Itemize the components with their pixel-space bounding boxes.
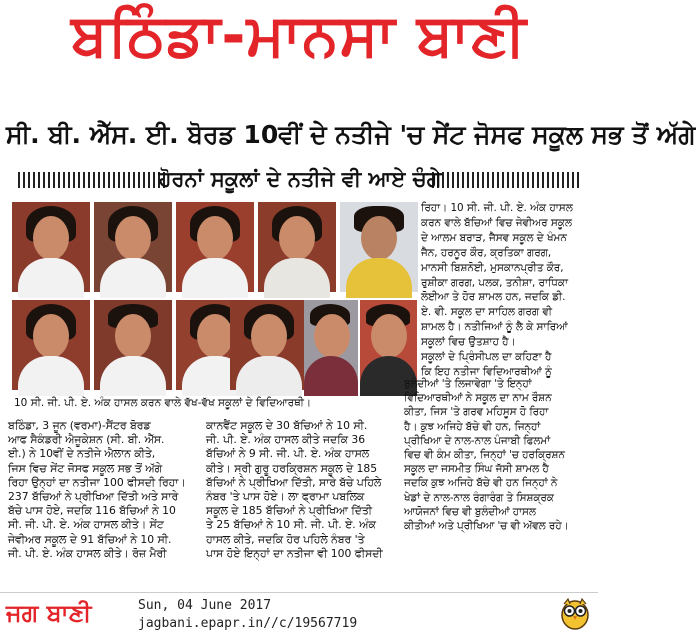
text-line: ਨੰਬਰ 'ਤੇ ਪਾਸ ਹੋਏ। ਲਾ ਫ੍ਰਾਮਾ ਪਬਲਿਕ (206, 490, 365, 504)
article-column-2 (206, 419, 383, 561)
headline: ਸੀ. ਬੀ. ਐੱਸ. ਈ. ਬੋਰਡ 10ਵੀਂ ਦੇ ਨਤੀਜੇ 'ਚ ਸੇਂਟ ਜੋਸਫ ਸਕੂਲ ਸਭ ਤੋਂ ਅੱਗੇ (6, 120, 696, 149)
text-line: ਰਿਹਾ ਉਨ੍ਹਾਂ ਦਾ ਨਤੀਜਾ 100 ਫੀਸਦੀ ਰਿਹਾ। (8, 475, 186, 489)
edition-url[interactable]: jagbani.epapr.in//c/19567719 (138, 616, 358, 631)
text-line: ਈ.) ਨੇ 10ਵੀਂ ਦੇ ਨਤੀਜੇ ਐਲਾਨ ਕੀਤੇ, (8, 447, 156, 461)
text-line: ਕੀਤੀਆਂ ਅਤੇ ਪ੍ਰੀਖਿਆ 'ਚ ਵੀ ਅੱਵਲ ਰਹੇ। (404, 520, 569, 533)
text-line: ਬਠਿੰਡਾ, 3 ਜੂਨ (ਵਰਮਾ)-ਸੈਂਟਰ ਬੋਰਡ (8, 419, 151, 432)
text-line: ਆਫ ਸੈਕੰਡਰੀ ਐਜੂਕੇਸ਼ਨ (ਸੀ. ਬੀ. ਐੱਸ. (8, 433, 165, 447)
student-photo (176, 202, 254, 292)
text-line: ਕੀਤਾ, ਜਿਸ 'ਤੇ ਗਰਵ ਮਹਿਸੂਸ ਹੋ ਰਿਹਾ (404, 406, 549, 419)
text-line: ਜੀ. ਪੀ. ਏ. ਅੰਕ ਹਾਸਲ ਕੀਤੇ। ਰੋਜ਼ ਮੈਰੀ (8, 546, 167, 560)
text-line: ਸਕੂਲ ਦੇ 185 ਬੱਚਿਆਂ ਨੇ ਪ੍ਰੀਖਿਆ ਦਿੱਤੀ (206, 504, 372, 518)
text-line: ਸ਼ਾਮਲ ਹੈ। ਨਤੀਜਿਆਂ ਨੂੰ ਲੈ ਕੇ ਸਾਰਿਆਂ (421, 321, 568, 334)
student-photos (12, 202, 417, 394)
text-line: ਸਕੂਲਾਂ ਵਿਚ ਉਤਸ਼ਾਹ ਹੈ। (421, 336, 516, 349)
text-line: ਬੱਚੇ ਪਾਸ ਹੋਏ, ਜਦਕਿ 116 ਬੱਚਿਆਂ ਨੇ 10 (8, 504, 176, 518)
student-photo (230, 300, 304, 390)
text-line: ਦੇ ਆਲਮ ਬਰਾੜ, ਜੈਸਵ ਸਕੂਲ ਦੇ ਖੰਮਨ (421, 231, 567, 244)
article-column-1 (8, 419, 186, 561)
text-line: ਰਿਹਾ। 10 ਸੀ. ਜੀ. ਪੀ. ਏ. ਅੰਕ ਹਾਸਲ (421, 202, 573, 214)
text-line: ਪਾਸ ਹੋਏ ਇਨ੍ਹਾਂ ਦਾ ਨਤੀਜਾ ਵੀ 100 ਫੀਸਦੀ (206, 546, 383, 560)
text-line: ਹਾਸਲ ਕੀਤੇ, ਜਦਕਿ ਹੋਰ ਪਹਿਲੇ ਨੰਬਰ 'ਤੇ (206, 532, 365, 546)
text-line: ਏ. ਵੀ. ਸਕੂਲ ਦਾ ਸਾਹਿਲ ਗਰਗ ਵੀ (421, 306, 553, 319)
text-line: ਸੀ. ਜੀ. ਪੀ. ਏ. ਅੰਕ ਹਾਸਲ ਕੀਤੇ। ਸੇਂਟ (8, 518, 164, 532)
text-line: ਖੇਡਾਂ ਦੇ ਨਾਲ-ਨਾਲ ਰੰਗਾਰੰਗ ਤੇ ਸਿਸ਼ਕ੍ਰਕ (404, 491, 554, 504)
text-line: ਮਾਨਸੀ ਬਿਸ਼ਨੋਈ, ਮੁਸਕਾਨਪ੍ਰੀਤ ਕੌਰ, (421, 261, 564, 274)
subheadline: ਹੋਰਨਾਂ ਸਕੂਲਾਂ ਦੇ ਨਤੀਜੇ ਵੀ ਆਏ ਚੰਗੇ (158, 167, 442, 191)
masthead (0, 0, 598, 72)
text-line: ਵਿਦਿਆਰਥੀਆਂ ਨੇ ਸਕੂਲ ਦਾ ਨਾਮ ਰੌਸ਼ਨ (404, 392, 552, 405)
text-line: ਤੇ 25 ਬੱਚਿਆਂ ਨੇ 10 ਸੀ. ਜੀ. ਪੀ. ਏ. ਅੰਕ (206, 518, 376, 532)
photo-caption: 10 ਸੀ. ਜੀ. ਪੀ. ਏ. ਅੰਕ ਹਾਸਲ ਕਰਨ ਵਾਲੇ ਵੱਖ-ਵੱਖ ਸਕੂਲਾਂ ਦੇ ਵਿਦਿਆਰਥੀ। (14, 397, 312, 409)
edition-date: Sun, 04 June 2017 (138, 598, 272, 613)
text-line: ਜੈਨ, ਹਰਨੂਰ ਕੌਰ, ਕ੍ਰਤਿਕਾ ਗਰਗ, (421, 246, 552, 259)
text-line: ਕੀਤੇ। ਸ੍ਰੀ ਗੁਰੂ ਹਰਕ੍ਰਿਸ਼ਨ ਸਕੂਲ ਦੇ 185 (206, 461, 378, 475)
article-column-right-top (421, 201, 573, 380)
text-line: ਲੋਈਆ ਤੇ ਹੋਰ ਸ਼ਾਮਲ ਹਨ, ਜਦਕਿ ਡੀ. (421, 291, 566, 304)
text-line: 237 ਬੱਚਿਆਂ ਨੇ ਪ੍ਰੀਖਿਆ ਦਿੱਤੀ ਅਤੇ ਸਾਰੇ (8, 490, 179, 504)
text-line: ਪ੍ਰੀਖਿਆ ਦੇ ਨਾਲ-ਨਾਲ ਪੰਜਾਬੀ ਫਿਲਮਾਂ (404, 434, 551, 447)
decorative-hatch-right (432, 172, 582, 188)
text-line: ਬੱਚਿਆਂ ਨੇ ਪ੍ਰੀਖਿਆ ਦਿੱਤੀ, ਸਾਰੇ ਬੱਚੇ ਪਹਿਲੇ (206, 475, 382, 489)
text-line: ਰੁਸ਼ੀਕਾ ਗਰਗ, ਪਲਕ, ਤਨੀਸ਼ਾ, ਰਾਧਿਕਾ (421, 276, 568, 289)
text-line: ਜਦਕਿ ਕੁਝ ਅਜਿਹੇ ਬੱਚੇ ਵੀ ਹਨ ਜਿਨ੍ਹਾਂ ਨੇ (404, 477, 558, 490)
text-line: ਹੈ। ਕੁਝ ਅਜਿਹੇ ਬੱਚੇ ਵੀ ਹਨ, ਜਿਨ੍ਹਾਂ (404, 420, 541, 433)
text-line: ਕਿ ਇਹ ਨਤੀਜਾ ਵਿਦਿਆਰਥੀਆਂ ਨੂੰ (421, 365, 552, 378)
student-photo (304, 300, 358, 390)
student-photo (340, 202, 418, 292)
text-line: ਆਯੋਜਨਾਂ ਵਿਚ ਵੀ ਬੁਲੰਦੀਆਂ ਹਾਸਲ (404, 505, 536, 518)
student-photo (94, 202, 172, 292)
text-line: ਬੁਲੰਦੀਆਂ 'ਤੇ ਲਿਜਾਵੇਗਾ 'ਤੇ ਇਨ੍ਹਾਂ (404, 378, 532, 390)
text-line: ਸਕੂਲ ਦਾ ਜਸਮੀਤ ਸਿੰਘ ਜੱਸੀ ਸ਼ਾਮਲ ਹੈ (404, 463, 549, 476)
text-line: ਕਰਨ ਵਾਲੇ ਬੱਚਿਆਂ ਵਿਚ ਜੇਵੀਅਰ ਸਕੂਲ (421, 216, 572, 229)
owl-icon (559, 596, 591, 630)
student-photo (12, 300, 90, 390)
student-photo (258, 202, 336, 292)
masthead-title: ਬਠਿੰਡਾ-ਮਾਨਸਾ ਬਾਣੀ (71, 1, 527, 69)
jagbani-logo: ਜਗ ਬਾਣੀ (6, 599, 92, 627)
footer-divider (0, 592, 598, 593)
text-line: ਸਕੂਲਾਂ ਦੇ ਪ੍ਰਿੰਸੀਪਲ ਦਾ ਕਹਿਣਾ ਹੈ (421, 351, 552, 364)
text-line: ਜੀ. ਪੀ. ਏ. ਅੰਕ ਹਾਸਲ ਕੀਤੇ ਜਦਕਿ 36 (206, 433, 366, 447)
text-line: ਜੇਵੀਅਰ ਸਕੂਲ ਦੇ 91 ਬੱਚਿਆਂ ਨੇ 10 ਸੀ. (8, 532, 172, 546)
article-column-3 (404, 377, 569, 533)
student-photo (12, 202, 90, 292)
decorative-hatch-left (18, 172, 168, 188)
student-photo (94, 300, 172, 390)
text-line: ਕਾਨਵੈਂਟ ਸਕੂਲ ਦੇ 30 ਬੱਚਿਆਂ ਨੇ 10 ਸੀ. (206, 419, 368, 432)
text-line: ਜਿਸ ਵਿਚ ਸੇਂਟ ਜੋਸਫ ਸਕੂਲ ਸਭ ਤੋਂ ਅੱਗੇ (8, 461, 163, 475)
text-line: ਬੱਚਿਆਂ ਨੇ 9 ਸੀ. ਜੀ. ਪੀ. ਏ. ਅੰਕ ਹਾਸਲ (206, 447, 370, 461)
text-line: ਵਿਚ ਵੀ ਕੰਮ ਕੀਤਾ, ਜਿਨ੍ਹਾਂ 'ਚ ਹਰਕ੍ਰਿਸ਼ਨ (404, 449, 565, 462)
